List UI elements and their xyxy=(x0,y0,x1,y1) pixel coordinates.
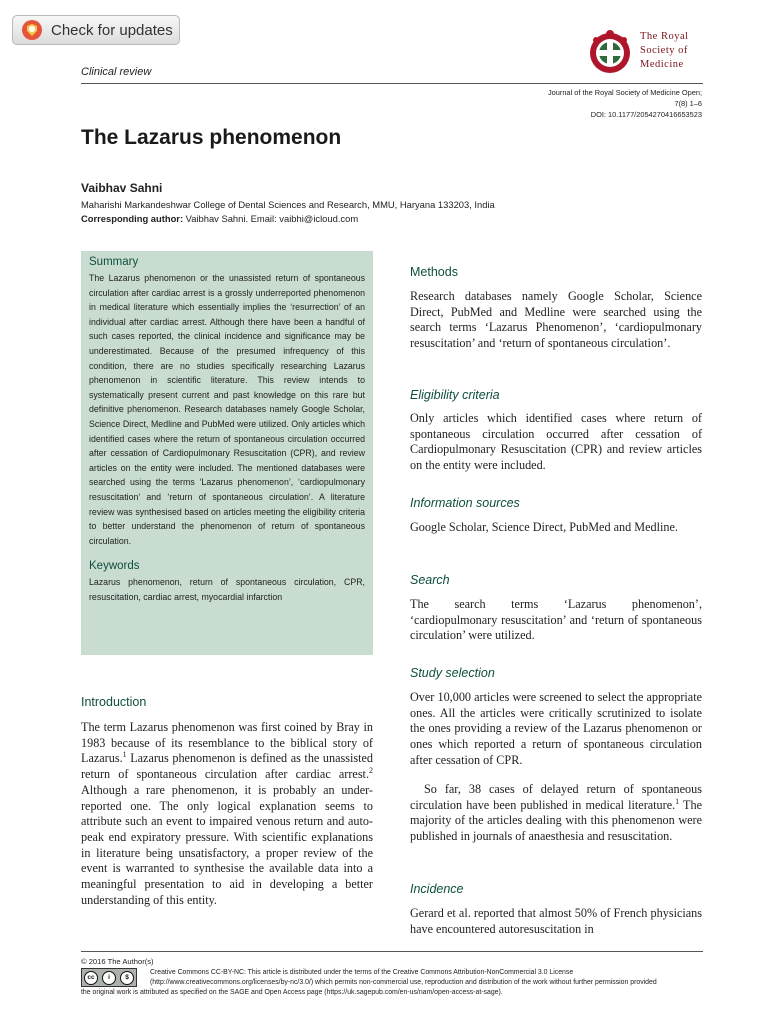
information-heading: Information sources xyxy=(410,496,520,510)
search-text: The search terms ‘Lazarus phenomenon’, ‘cardiopulmonary resuscitation’ and ‘return of spontaneous circulation’ were utilized. xyxy=(410,597,702,643)
study-selection-paragraph-2 xyxy=(410,782,702,845)
incidence-text: Gerard et al. reported that almost 50% of French physicians have encountered autoresuscitation in xyxy=(410,906,702,936)
article-title: The Lazarus phenomenon xyxy=(81,126,342,149)
footer-divider xyxy=(81,951,703,952)
keywords-heading: Keywords xyxy=(89,560,140,573)
header-divider xyxy=(81,83,703,84)
by-icon: i xyxy=(102,971,116,985)
journal-volume: 7(8) 1–6 xyxy=(674,99,702,108)
corresponding-author xyxy=(81,213,358,224)
cc-icon: cc xyxy=(84,971,98,985)
study-text-b: The majority of the articles dealing with this phenomenon were published in journals of anaesthesia and resuscitation. xyxy=(410,797,702,844)
check-for-updates-button[interactable] xyxy=(12,15,180,45)
copyright: © 2016 The Author(s) xyxy=(81,957,154,966)
intro-text-c: Although a rare phenomenon, it is probably an under-reported one. The only logical explanation seems to attribute such an event to impaired venous return and auto-peak end expiratory pressure. With scientific explanations in literature being unsatisfactory, a proper review of the event is warranted to synthesise the available data into a meaningful presentation to aid in developing a better understanding of this entity. xyxy=(81,782,373,907)
reference-2[interactable]: 2 xyxy=(369,766,373,776)
creative-commons-badge-icon[interactable] xyxy=(81,968,137,987)
society-line-2: Society of xyxy=(640,45,688,56)
summary-text: The Lazarus phenomenon or the unassisted return of spontaneous circulation after cardiac arrest is a grossly underreported phenomenon in medical literature which essentially implies the ‘resurrection’ of an individual after cardiac arrest. Although there have been a handful of such cases reported, the clinical incidence and significance may be underestimated. Because of the presumed infrequency of this condition, there are no studies specifically researching Lazarus phenomenon in scientific literature. This review intends to systematically present current and past knowledge on this rare but definitive phenomenon. Research databases namely Google Scholar, Science Direct, Medline and PubMed were utilized. Only articles which identified cases where the return of spontaneous circulation occurred after cessation of Cardiopulmonary Resuscitation (CPR), and review articles on the entity were included. The mentioned databases were searched using the terms ‘Lazarus phenomenon’, ‘cardiopulmonary resuscitation’ and ‘return of spontaneous circulation’. A literature review was synthesised based on articles meeting the eligibility criteria to better understand the phenomenon of return of spontaneous circulation. xyxy=(89,273,365,546)
license-text: Creative Commons CC-BY-NC: This article is distributed under the terms of the Creative Commons Attribution-NonCommercial 3.0 License (http://www.creativecommons.org/licenses/by-nc/3.0/) which permits non-commercial use, reproduction and distribution of the work without further permission provided xyxy=(150,969,657,986)
reference-1[interactable]: 1 xyxy=(122,750,127,760)
study-selection-paragraph-1: Over 10,000 articles were screened to select the appropriate ones. All the articles were critically scrutinized to isolate the ones providing a review of the Lazarus phenomenon or ones which reported a return of spontaneous circulation after cessation of CPR. xyxy=(410,690,702,767)
society-line-1: The Royal xyxy=(640,31,689,42)
corresponding-details[interactable]: Vaibhav Sahni. Email: vaibhi@icloud.com xyxy=(183,213,359,224)
journal-meta xyxy=(548,87,702,120)
eligibility-heading: Eligibility criteria xyxy=(410,388,500,402)
author-name: Vaibhav Sahni xyxy=(81,181,163,195)
corresponding-label: Corresponding author: xyxy=(81,213,184,224)
license-text-continued: the original work is attributed as specified on the SAGE and Open Access page (https://uk.sagepub.com/en-us/nam/open-access-at-sage). xyxy=(81,989,503,996)
check-for-updates-label: Check for updates xyxy=(51,21,173,39)
methods-heading: Methods xyxy=(410,265,458,279)
summary-box xyxy=(81,251,373,655)
society-line-3: Medicine xyxy=(640,59,684,70)
section-type: Clinical review xyxy=(81,66,152,78)
crossmark-icon xyxy=(21,19,43,41)
introduction-paragraph xyxy=(81,720,373,908)
intro-text-a: The term Lazarus phenomenon was first coined by Bray in 1983 because of its resemblance to the biblical story of Lazarus. xyxy=(81,720,373,766)
keywords-text: Lazarus phenomenon, return of spontaneous circulation, CPR, resuscitation, cardiac arrest, myocardial infarction xyxy=(89,577,365,602)
introduction-heading: Introduction xyxy=(81,695,147,709)
study-text-a: So far, 38 cases of delayed return of spontaneous circulation have been published in medical literature. xyxy=(410,782,702,812)
information-text: Google Scholar, Science Direct, PubMed and Medline. xyxy=(410,520,678,534)
search-heading: Search xyxy=(410,573,450,587)
society-name xyxy=(640,30,689,72)
incidence-heading: Incidence xyxy=(410,882,464,896)
author-affiliation: Maharishi Markandeshwar College of Dental Sciences and Research, MMU, Haryana 133203, India xyxy=(81,199,495,210)
reference-1b[interactable]: 1 xyxy=(675,796,680,806)
intro-text-b: Lazarus phenomenon is defined as the unassisted return of spontaneous circulation after cardiac arrest. xyxy=(81,751,373,782)
eligibility-text: Only articles which identified cases where return of spontaneous circulation occurred after cessation of Cardiopulmonary Resuscitation (CPR) and review articles on the entity were included. xyxy=(410,411,702,473)
journal-doi[interactable]: DOI: 10.1177/2054270416653523 xyxy=(590,110,702,119)
study-selection-heading: Study selection xyxy=(410,666,495,680)
nc-icon: $ xyxy=(120,971,134,985)
methods-text: Research databases namely Google Scholar, Science Direct, PubMed and Medline were searched using the search terms ‘Lazarus Phenomenon’, ‘cardiopulmonary resuscitation’ and ‘return of spontaneous circulation’. xyxy=(410,289,702,351)
summary-heading: Summary xyxy=(89,256,139,268)
journal-name: Journal of the Royal Society of Medicine Open; xyxy=(547,88,702,97)
